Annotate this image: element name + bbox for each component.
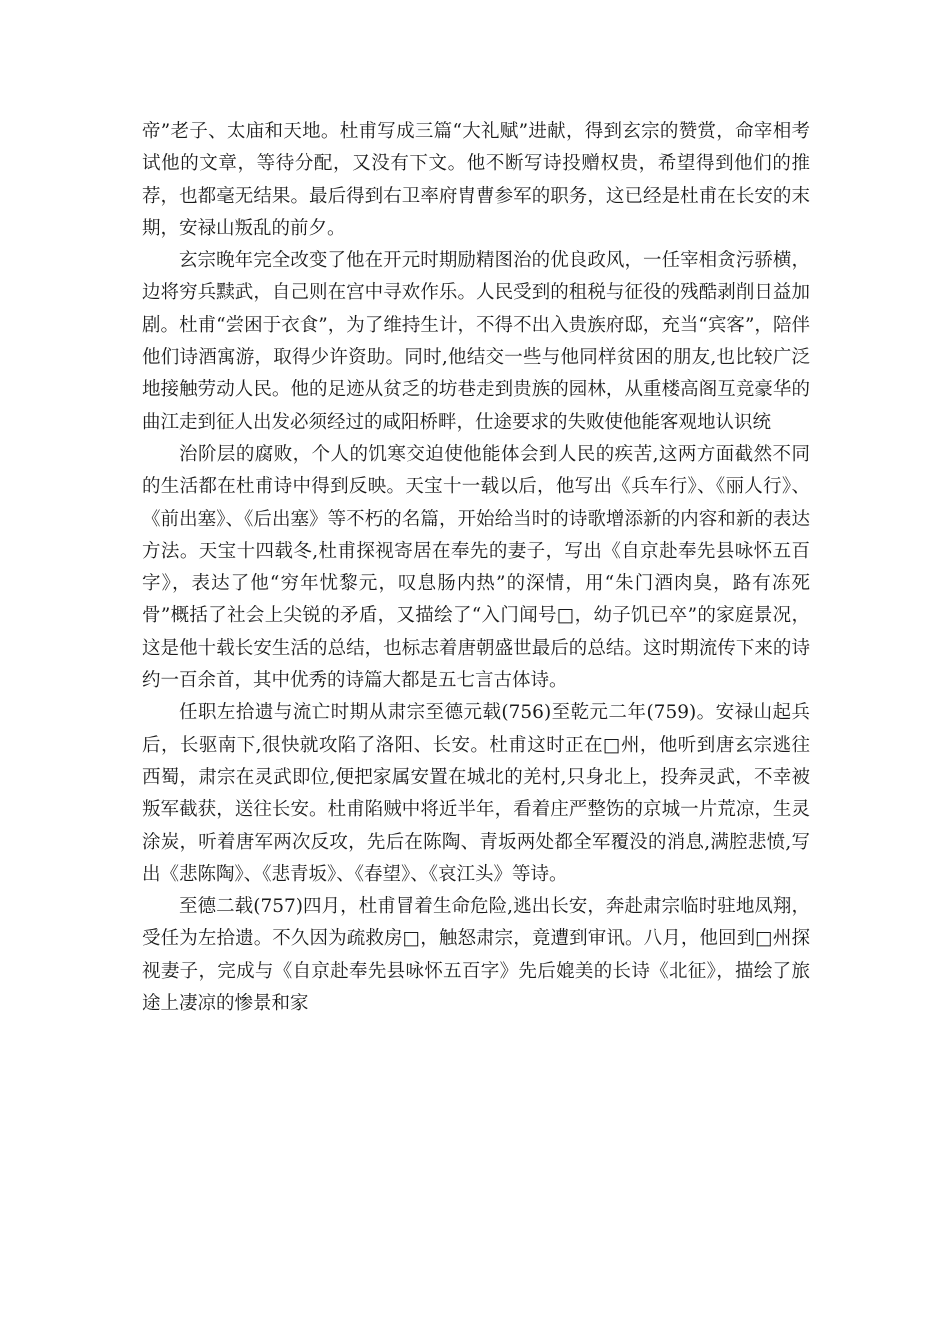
paragraph-3: 治阶层的腐败，个人的饥寒交迫使他能体会到人民的疾苦,这两方面截然不同的生活都在杜甫诗中得到反映。天宝十一载以后，他写出《兵车行》、《丽人行》、《前出塞》、《后出塞》等不朽的名篇，开始给当时的诗歌增添新的内容和新的表达方法。天宝十四载冬,杜甫探视寄居在奉先的妻子，写出《自京赴奉先县咏怀五百字》，表达了他“穷年忧黎元，叹息肠内热”的深情，用“朱门酒肉臭，路有冻死骨”概括了社会上尖锐的矛盾，又描绘了“入门闻号□，幼子饥已卒”的家庭景况，这是他十载长安生活的总结，也标志着唐朝盛世最后的总结。这时期流传下来的诗约一百余首，其中优秀的诗篇大都是五七言古体诗。: [142, 443, 810, 692]
paragraph-1: 帝”老子、太庙和天地。杜甫写成三篇“大礼赋”进献，得到玄宗的赞赏，命宰相考试他的文章，等待分配，又没有下文。他不断写诗投赠权贵，希望得到他们的推荐，也都毫无结果。最后得到右卫率府胄曹参军的职务，这已经是杜甫在长安的末期，安禄山叛乱的前夕。: [142, 121, 810, 239]
paragraph-4: 任职左拾遗与流亡时期从肃宗至德元载(756)至乾元二年(759)。安禄山起兵后，长驱南下,很快就攻陷了洛阳、长安。杜甫这时正在□州，他听到唐玄宗逃往西蜀，肃宗在灵武即位,便把家属安置在城北的羌村,只身北上，投奔灵武，不幸被叛军截获，送往长安。杜甫陷贼中将近半年，看着庄严整饬的京城一片荒凉，生灵涂炭，听着唐军两次反攻，先后在陈陶、青坂两处都全军覆没的消息,满腔悲愤,写出《悲陈陶》、《悲青坂》、《春望》、《哀江头》等诗。: [142, 702, 810, 885]
paragraph-5: 至德二载(757)四月，杜甫冒着生命危险,逃出长安，奔赴肃宗临时驻地凤翔，受任为左拾遗。不久因为疏救房□，触怒肃宗，竟遭到审讯。八月，他回到□州探视妻子，完成与《自京赴奉先县咏怀五百字》先后媲美的长诗《北征》，描绘了旅途上凄凉的惨景和家: [142, 896, 810, 1015]
document-page: [142, 116, 810, 1020]
paragraph-2: 玄宗晚年完全改变了他在开元时期励精图治的优良政风，一任宰相贪污骄横，边将穷兵黩武，自己则在宫中寻欢作乐。人民受到的租税与征役的残酷剥削日益加剧。杜甫“尝困于衣食”，为了维持生计，不得不出入贵族府邸，充当“宾客”，陪伴他们诗酒寓游，取得少许资助。同时,他结交一些与他同样贫困的朋友,也比较广泛地接触劳动人民。他的足迹从贫乏的坊巷走到贵族的园林，从重楼高阁互竞豪华的曲江走到征人出发必须经过的咸阳桥畔，仕途要求的失败使他能客观地认识统: [142, 250, 810, 433]
